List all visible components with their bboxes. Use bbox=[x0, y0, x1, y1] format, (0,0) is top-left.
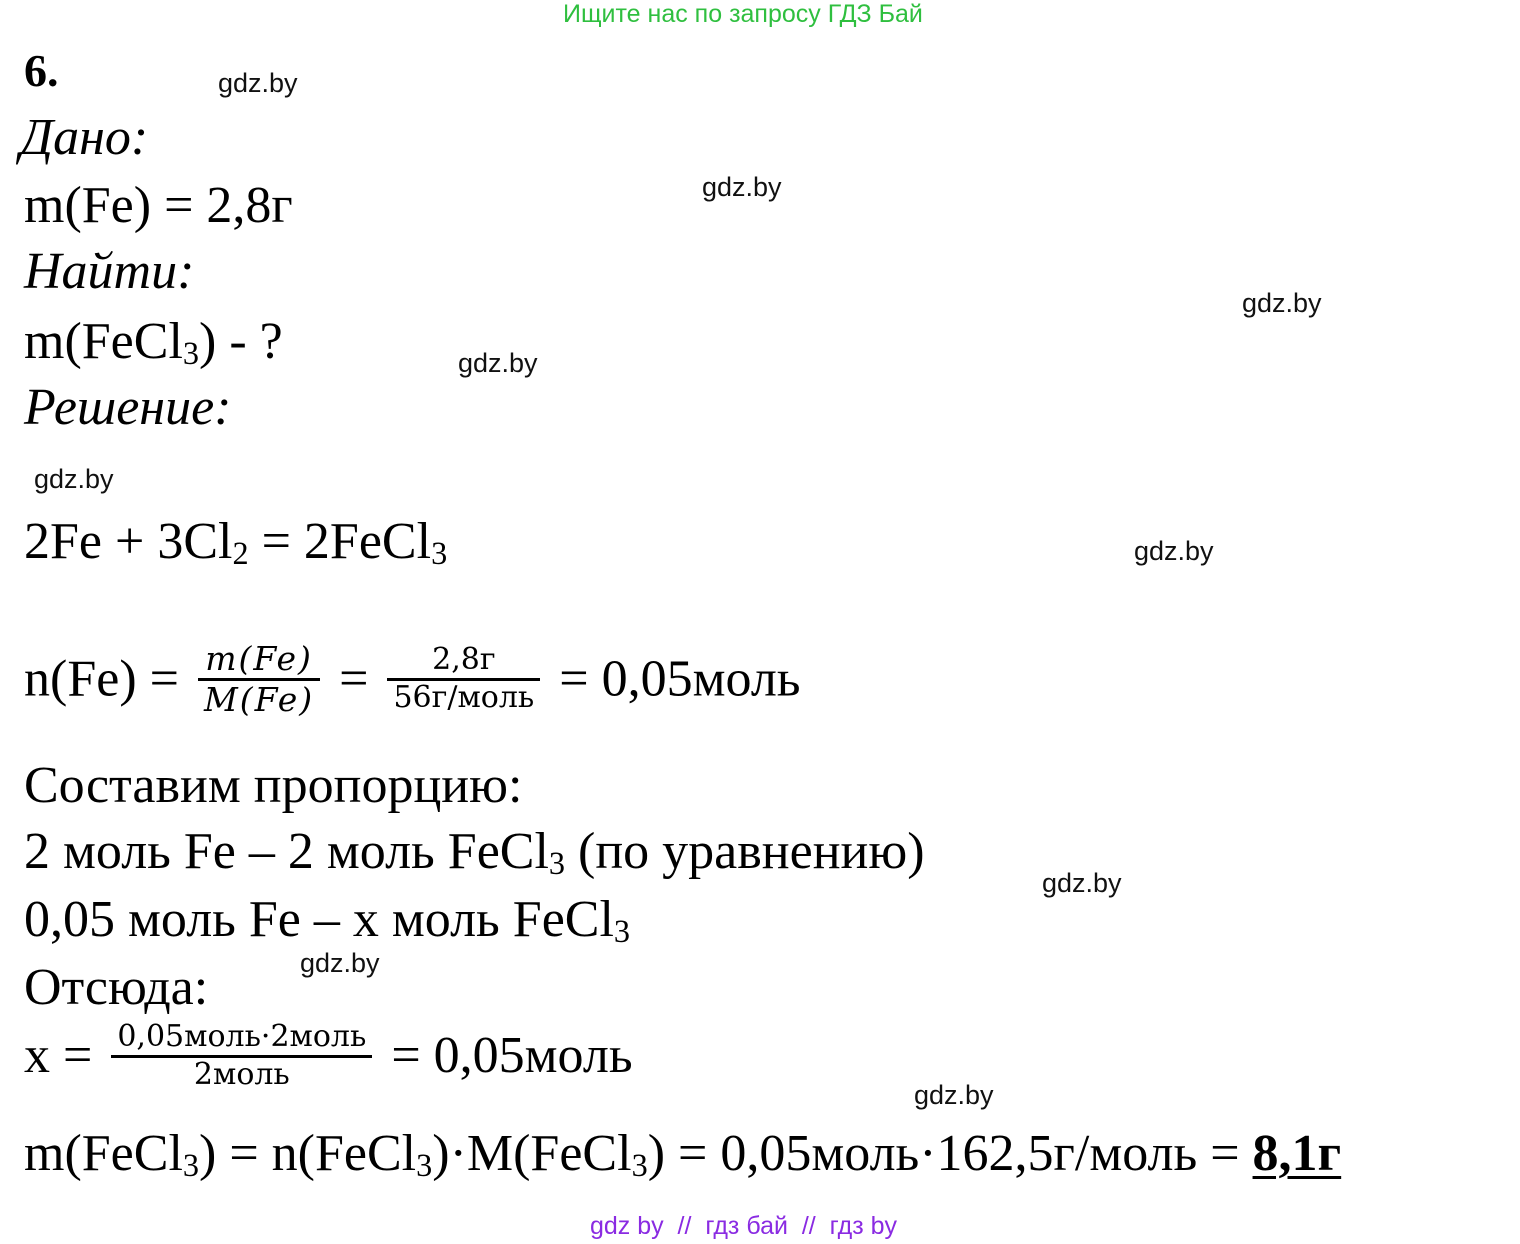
mass-over-molar-fraction bbox=[198, 640, 320, 719]
fraction-numerator: 0,05моль·2моль bbox=[111, 1020, 372, 1058]
find-sub: 3 bbox=[182, 334, 200, 371]
x-lhs: x = bbox=[24, 1027, 93, 1084]
equation-sub-b: 3 bbox=[431, 534, 448, 571]
find-line bbox=[24, 313, 283, 371]
given-label: Дано: bbox=[20, 109, 149, 166]
equation-part-b: = 2FeCl bbox=[248, 513, 432, 570]
x-fraction bbox=[111, 1020, 372, 1092]
proportion-2-sub: 3 bbox=[613, 912, 631, 949]
watermark: gdz.by bbox=[458, 348, 538, 378]
fraction-denominator: M(Fe) bbox=[203, 679, 315, 719]
site-footer: gdz by // гдз бай // гдз by bbox=[590, 1212, 898, 1240]
moles-result: = 0,05моль bbox=[559, 650, 801, 708]
equation-part-a: 2Fe + 3Cl bbox=[24, 513, 233, 570]
proportion-line-1 bbox=[24, 823, 925, 881]
fraction-numerator: 2,8г bbox=[387, 643, 540, 681]
moles-line bbox=[24, 640, 800, 719]
x-calculation bbox=[24, 1020, 633, 1092]
hence-label: Отсюда: bbox=[24, 959, 209, 1016]
given-mass-line: m(Fe) = 2,8г bbox=[24, 177, 293, 234]
final-p1: m(FeCl bbox=[24, 1125, 183, 1182]
find-pre: m(FeCl bbox=[24, 313, 183, 370]
final-p3: )·M(FeCl bbox=[432, 1125, 632, 1182]
final-calculation bbox=[24, 1125, 1342, 1183]
final-s1: 3 bbox=[182, 1146, 200, 1183]
proportion-2-pre: 0,05 моль Fe – x моль FeCl bbox=[24, 891, 614, 948]
watermark: gdz.by bbox=[1042, 868, 1122, 898]
equals-sign: = bbox=[339, 650, 369, 708]
proportion-1-post: (по уравнению) bbox=[565, 823, 925, 880]
moles-lhs: n(Fe) = bbox=[24, 650, 179, 708]
final-s2: 3 bbox=[416, 1146, 433, 1183]
proportion-1-pre: 2 моль Fe – 2 моль FeCl bbox=[24, 823, 549, 880]
fraction-numerator: m(Fe) bbox=[198, 640, 320, 681]
final-s3: 3 bbox=[631, 1146, 648, 1183]
find-label: Найти: bbox=[24, 243, 195, 300]
watermark: gdz.by bbox=[300, 948, 380, 978]
fraction-denominator: 2моль bbox=[193, 1056, 290, 1092]
proportion-line-2 bbox=[24, 891, 631, 949]
reaction-equation bbox=[24, 513, 448, 571]
equation-sub-a: 2 bbox=[232, 534, 249, 571]
proportion-label: Составим пропорцию: bbox=[24, 757, 523, 814]
watermark: gdz.by bbox=[702, 172, 782, 202]
final-p2: ) = n(FeCl bbox=[199, 1125, 417, 1182]
fraction-denominator: 56г/моль bbox=[393, 679, 535, 715]
task-number: 6. bbox=[24, 45, 59, 96]
proportion-1-sub: 3 bbox=[548, 844, 566, 881]
final-p4: ) = 0,05моль·162,5г/моль = bbox=[647, 1125, 1253, 1182]
site-banner: Ищите нас по запросу ГДЗ Бай bbox=[563, 0, 923, 28]
watermark: gdz.by bbox=[914, 1080, 994, 1110]
watermark: gdz.by bbox=[1242, 288, 1322, 318]
find-post: ) - ? bbox=[199, 313, 283, 370]
values-fraction bbox=[387, 643, 540, 715]
x-result: = 0,05моль bbox=[391, 1027, 633, 1084]
watermark: gdz.by bbox=[34, 464, 114, 494]
final-answer: 8,1г bbox=[1252, 1125, 1342, 1182]
watermark: gdz.by bbox=[218, 68, 298, 98]
solution-label: Решение: bbox=[24, 379, 232, 436]
watermark: gdz.by bbox=[1134, 536, 1214, 566]
